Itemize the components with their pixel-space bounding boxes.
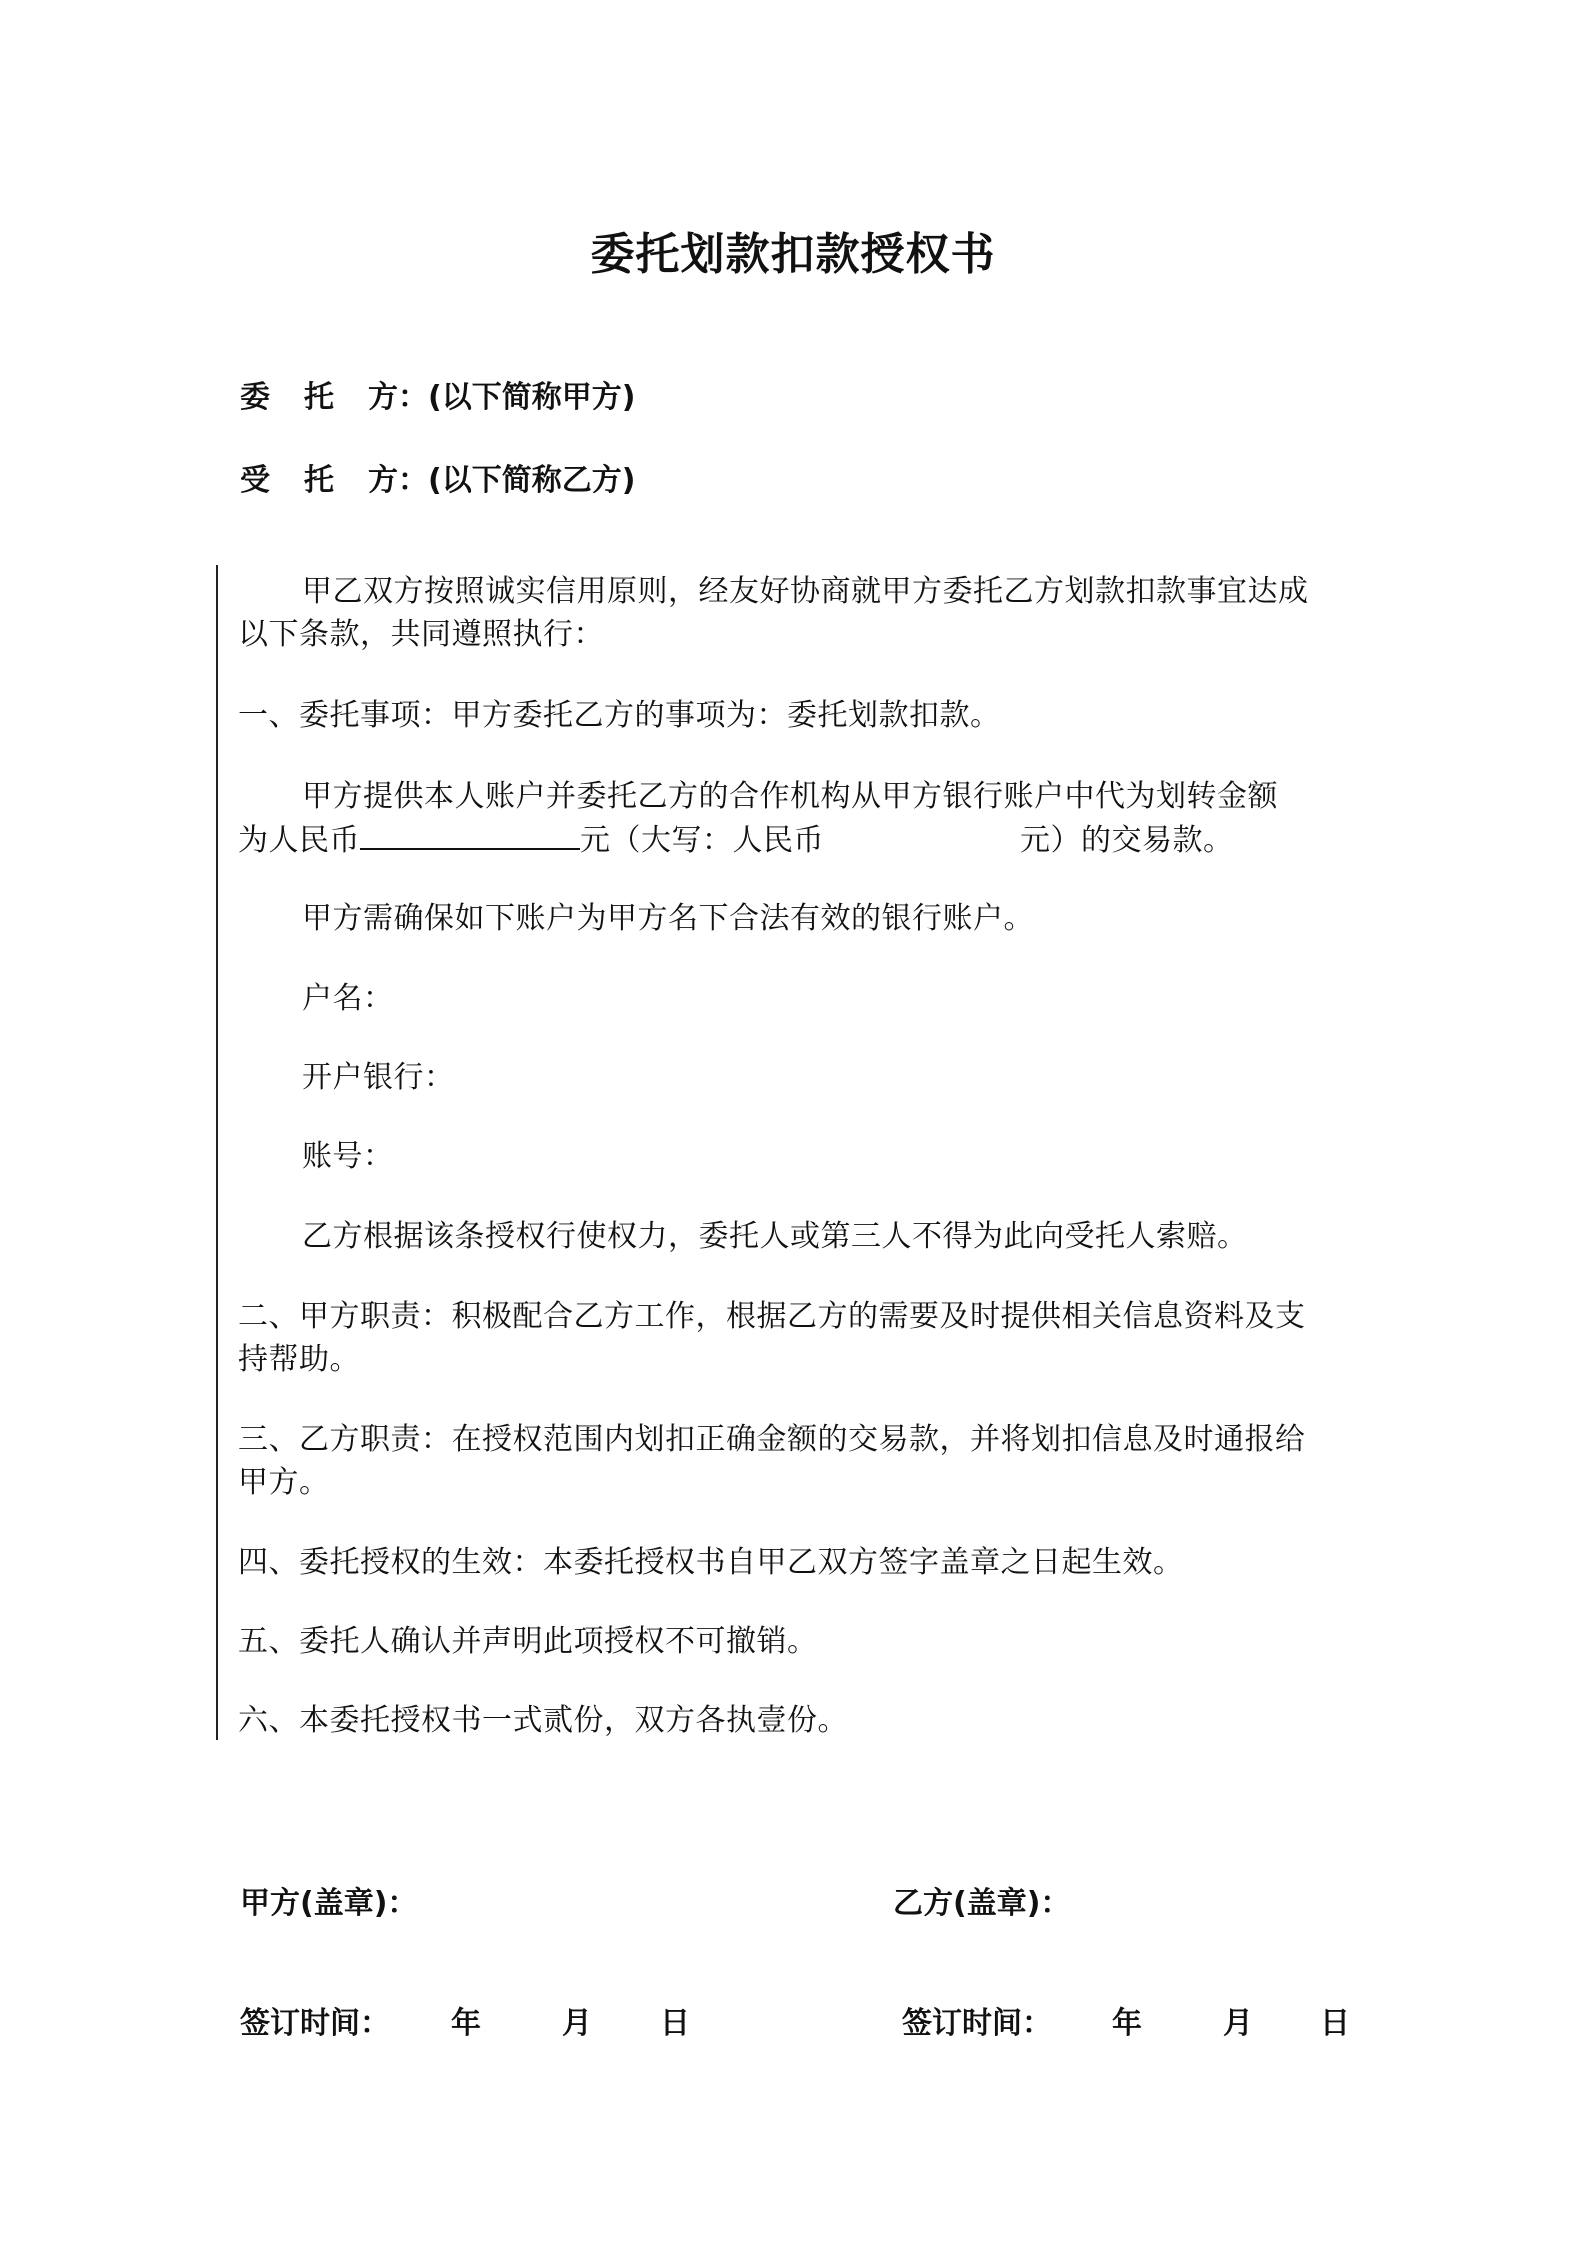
bank-name-field: 开户银行： bbox=[302, 1060, 455, 1095]
agent-note: ：(以下简称乙方) bbox=[398, 463, 636, 498]
account-note: 甲方需确保如下账户为甲方名下合法有效的银行账户。 bbox=[302, 901, 1034, 936]
clause-6: 六、本委托授权书一式贰份，双方各执壹份。 bbox=[238, 1703, 848, 1738]
clause-5: 五、委托人确认并声明此项授权不可撤销。 bbox=[238, 1624, 818, 1659]
amount-blank[interactable] bbox=[360, 818, 580, 850]
principal-label-char-3: 方 bbox=[368, 380, 398, 415]
no-claim-statement: 乙方根据该条授权行使权力，委托人或第三人不得为此向受托人索赔。 bbox=[302, 1219, 1248, 1254]
agent-label-char-1: 受 bbox=[240, 463, 270, 498]
clause-1: 一、委托事项：甲方委托乙方的事项为：委托划款扣款。 bbox=[238, 698, 1001, 733]
transfer-prefix: 为人民币 bbox=[238, 823, 360, 858]
intro-line-1: 甲乙双方按照诚实信用原则，经友好协商就甲方委托乙方划款扣款事宜达成 bbox=[302, 574, 1309, 609]
party-b-sign-date-label: 签订时间： bbox=[902, 2006, 1052, 2041]
transfer-unit: 元（大写：人民币 bbox=[580, 823, 824, 858]
principal-label-char-1: 委 bbox=[240, 380, 270, 415]
party-a-day: 日 bbox=[660, 2006, 690, 2041]
agent-label-char-3: 方 bbox=[368, 463, 398, 498]
transfer-suffix: 元）的交易款。 bbox=[1020, 823, 1234, 858]
principal-label-char-2: 托 bbox=[304, 380, 334, 415]
agent-party-line bbox=[240, 455, 635, 499]
party-b-year: 年 bbox=[1112, 2006, 1142, 2041]
agent-label-char-2: 托 bbox=[304, 463, 334, 498]
clause-2-line-2: 持帮助。 bbox=[238, 1342, 360, 1377]
transfer-line-1: 甲方提供本人账户并委托乙方的合作机构从甲方银行账户中代为划转金额 bbox=[302, 779, 1278, 814]
party-b-seal-label: 乙方(盖章)： bbox=[893, 1886, 1071, 1921]
left-margin-rule bbox=[216, 565, 218, 1740]
party-b-month: 月 bbox=[1223, 2006, 1253, 2041]
party-b-day: 日 bbox=[1320, 2006, 1350, 2041]
clause-3-line-1: 三、乙方职责：在授权范围内划扣正确金额的交易款，并将划扣信息及时通报给 bbox=[238, 1422, 1306, 1457]
clause-3-line-2: 甲方。 bbox=[238, 1465, 330, 1500]
clause-2-line-1: 二、甲方职责：积极配合乙方工作，根据乙方的需要及时提供相关信息资料及支 bbox=[238, 1299, 1306, 1334]
party-a-month: 月 bbox=[562, 2006, 592, 2041]
document-title: 委托划款扣款授权书 bbox=[590, 229, 996, 280]
account-number-field: 账号： bbox=[302, 1139, 394, 1174]
account-name-field: 户名： bbox=[302, 981, 394, 1016]
principal-note: ：(以下简称甲方) bbox=[398, 380, 636, 415]
party-a-year: 年 bbox=[451, 2006, 481, 2041]
intro-line-2: 以下条款，共同遵照执行： bbox=[238, 617, 604, 652]
party-a-seal-label: 甲方(盖章)： bbox=[240, 1886, 418, 1921]
clause-4: 四、委托授权的生效：本委托授权书自甲乙双方签字盖章之日起生效。 bbox=[238, 1545, 1184, 1580]
party-a-sign-date-label: 签订时间： bbox=[240, 2006, 390, 2041]
transfer-line-2 bbox=[238, 818, 1234, 862]
principal-party-line bbox=[240, 372, 635, 416]
